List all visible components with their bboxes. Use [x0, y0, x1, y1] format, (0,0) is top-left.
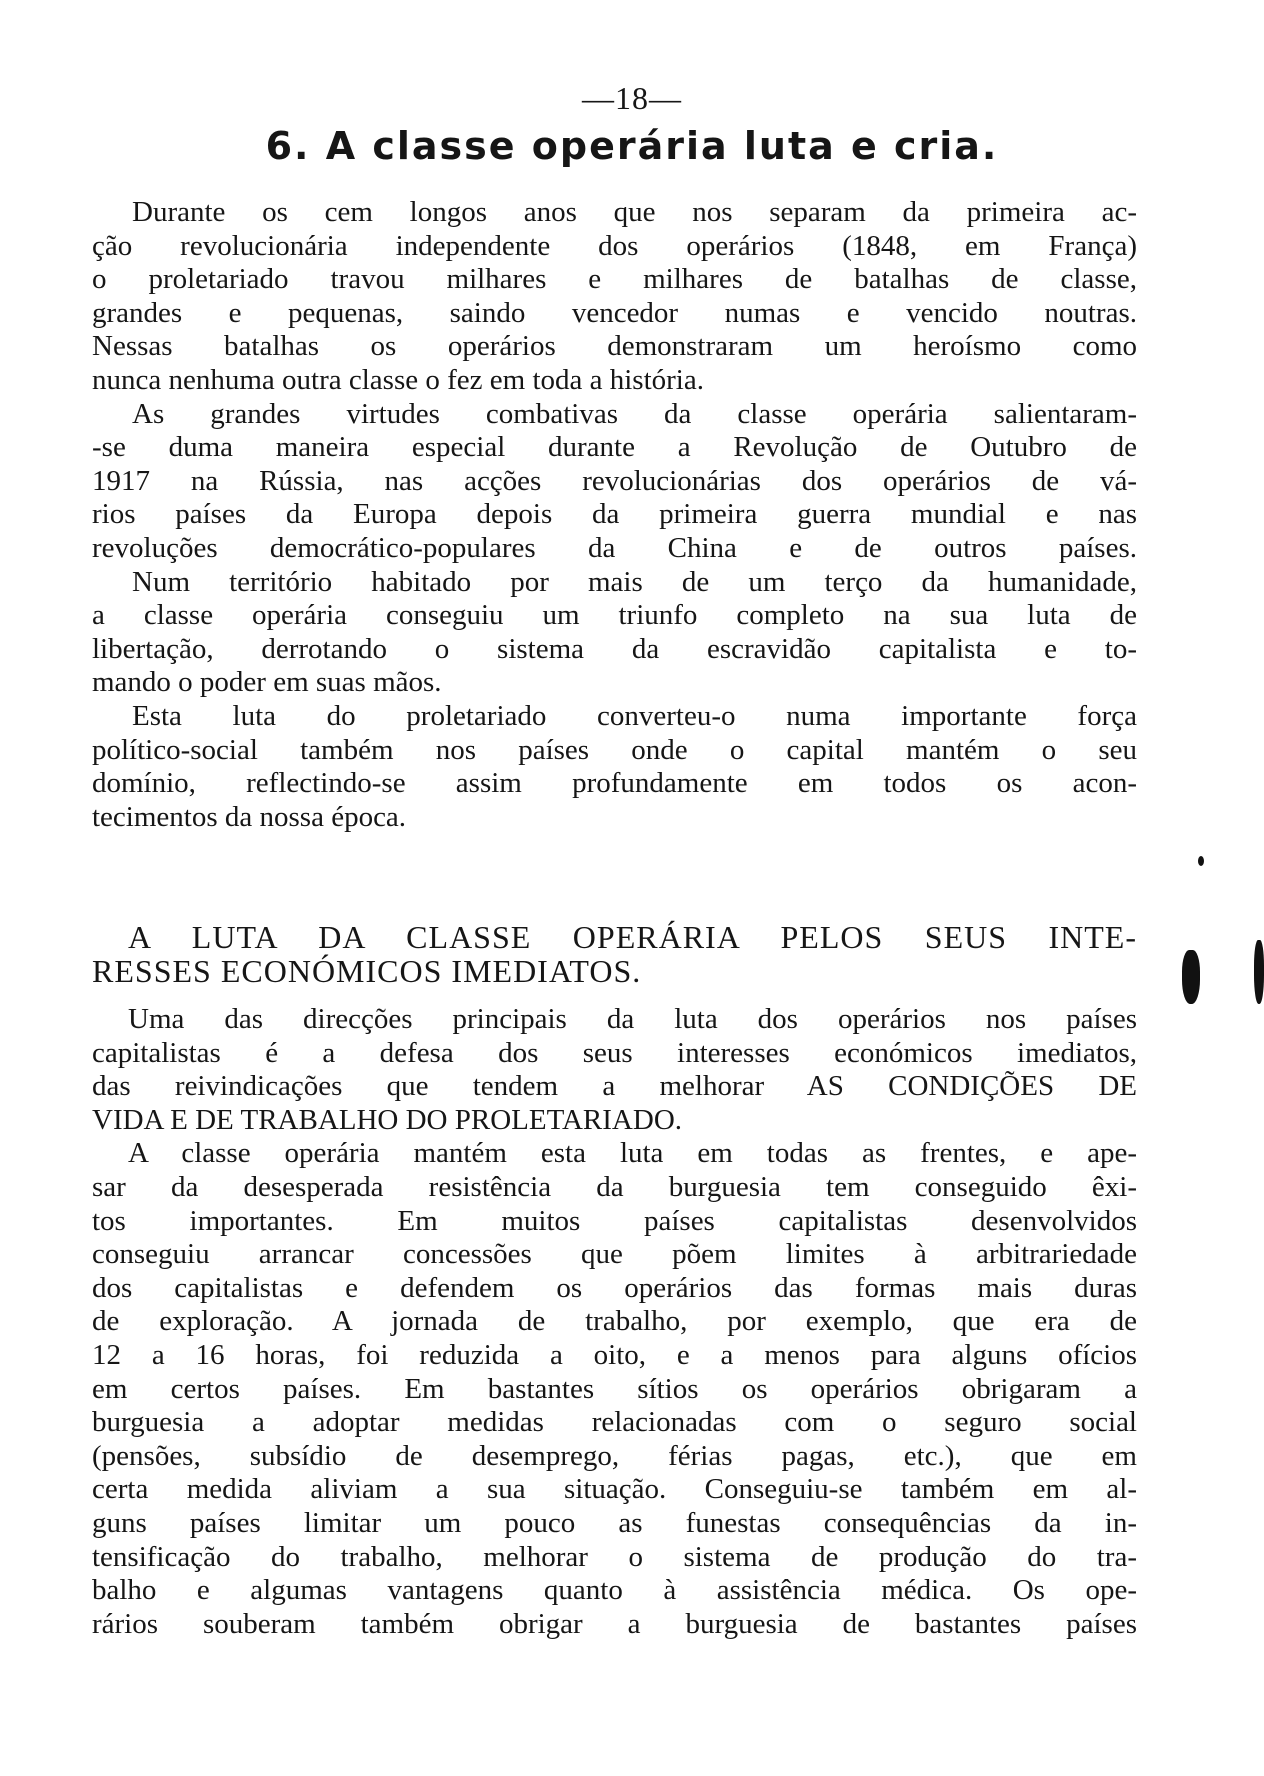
- text-line: Nessas batalhas os operários demonstraram um heroísmo como: [92, 330, 1137, 363]
- text-line: das reivindicações que tendem a melhorar AS CONDIÇÕES DE: [92, 1070, 1137, 1103]
- section-heading: [92, 920, 1137, 988]
- text-line: A classe operária mantém esta luta em todas as frentes, e ape-: [128, 1137, 1137, 1170]
- text-line: o proletariado travou milhares e milhares de batalhas de classe,: [92, 263, 1137, 296]
- page-number: —18—: [582, 80, 682, 116]
- text-line: de exploração. A jornada de trabalho, por exemplo, que era de: [92, 1305, 1137, 1338]
- text-line: dos capitalistas e defendem os operários das formas mais duras: [92, 1271, 1137, 1304]
- text-line: político-social também nos países onde o capital mantém o seu: [92, 733, 1137, 766]
- text-line: domínio, reflectindo-se assim profundamente em todos os acon-: [92, 767, 1137, 800]
- text-line: ção revolucionária independente dos operários (1848, em França): [92, 229, 1137, 262]
- section-heading-line: A LUTA DA CLASSE OPERÁRIA PELOS SEUS INTE-: [128, 919, 1137, 955]
- chapter-title: 6. A classe operária luta e cria.: [265, 124, 999, 168]
- section-heading-line: RESSES ECONÓMICOS IMEDIATOS.: [92, 953, 642, 989]
- text-line: guns países limitar um pouco as funestas consequências da in-: [92, 1506, 1137, 1539]
- text-line: capitalistas é a defesa dos seus interesses económicos imediatos,: [92, 1036, 1137, 1069]
- text-line: balho e algumas vantagens quanto à assistência médica. Os ope-: [92, 1574, 1137, 1607]
- text-line: 12 a 16 horas, foi reduzida a oito, e a menos para alguns ofícios: [92, 1338, 1137, 1371]
- text-line: Uma das direcções principais da luta dos operários nos países: [128, 1003, 1137, 1035]
- text-line: em certos países. Em bastantes sítios os operários obrigaram a: [92, 1372, 1137, 1405]
- text-line: burguesia a adoptar medidas relacionadas com o seguro social: [92, 1406, 1137, 1439]
- text-line: (pensões, subsídio de desemprego, férias pagas, etc.), que em: [92, 1439, 1137, 1472]
- text-line: 1917 na Rússia, nas acções revolucionárias dos operários de vá-: [92, 464, 1137, 497]
- text-line: revoluções democrático-populares da China e de outros países.: [92, 531, 1137, 564]
- text-line: Num território habitado por mais de um terço da humanidade,: [132, 565, 1137, 598]
- text-line: nunca nenhuma outra classe o fez em toda a história.: [92, 363, 704, 396]
- text-line: Durante os cem longos anos que nos separam da primeira ac-: [132, 196, 1137, 228]
- text-line: tensificação do trabalho, melhorar o sistema de produção do tra-: [92, 1540, 1137, 1573]
- text-line: -se duma maneira especial durante a Revolução de Outubro de: [92, 431, 1137, 464]
- text-line: tos importantes. Em muitos países capitalistas desenvolvidos: [92, 1204, 1137, 1237]
- scan-artifact: [1254, 940, 1264, 1004]
- text-line: Esta luta do proletariado converteu-o numa importante força: [132, 699, 1137, 732]
- text-line: sar da desesperada resistência da burguesia tem conseguido êxi-: [92, 1170, 1137, 1203]
- body-text: [92, 1003, 1137, 1641]
- text-line: VIDA E DE TRABALHO DO PROLETARIADO.: [92, 1103, 683, 1136]
- text-line: libertação, derrotando o sistema da escravidão capitalista e to-: [92, 632, 1137, 665]
- text-line: tecimentos da nossa época.: [92, 800, 407, 833]
- text-line: As grandes virtudes combativas da classe operária salientaram-: [132, 397, 1137, 430]
- text-line: rários souberam também obrigar a burguesia de bastantes países: [92, 1607, 1137, 1640]
- text-line: a classe operária conseguiu um triunfo completo na sua luta de: [92, 599, 1137, 632]
- text-line: grandes e pequenas, saindo vencedor numas e vencido noutras.: [92, 296, 1137, 329]
- text-line: certa medida aliviam a sua situação. Conseguiu-se também em al-: [92, 1473, 1137, 1506]
- scan-artifact: [1198, 856, 1204, 866]
- text-line: conseguiu arrancar concessões que põem limites à arbitrariedade: [92, 1238, 1137, 1271]
- scan-artifact: [1182, 950, 1200, 1004]
- intro-text: [92, 196, 1137, 834]
- text-line: mando o poder em suas mãos.: [92, 666, 442, 699]
- text-line: rios países da Europa depois da primeira guerra mundial e nas: [92, 498, 1137, 531]
